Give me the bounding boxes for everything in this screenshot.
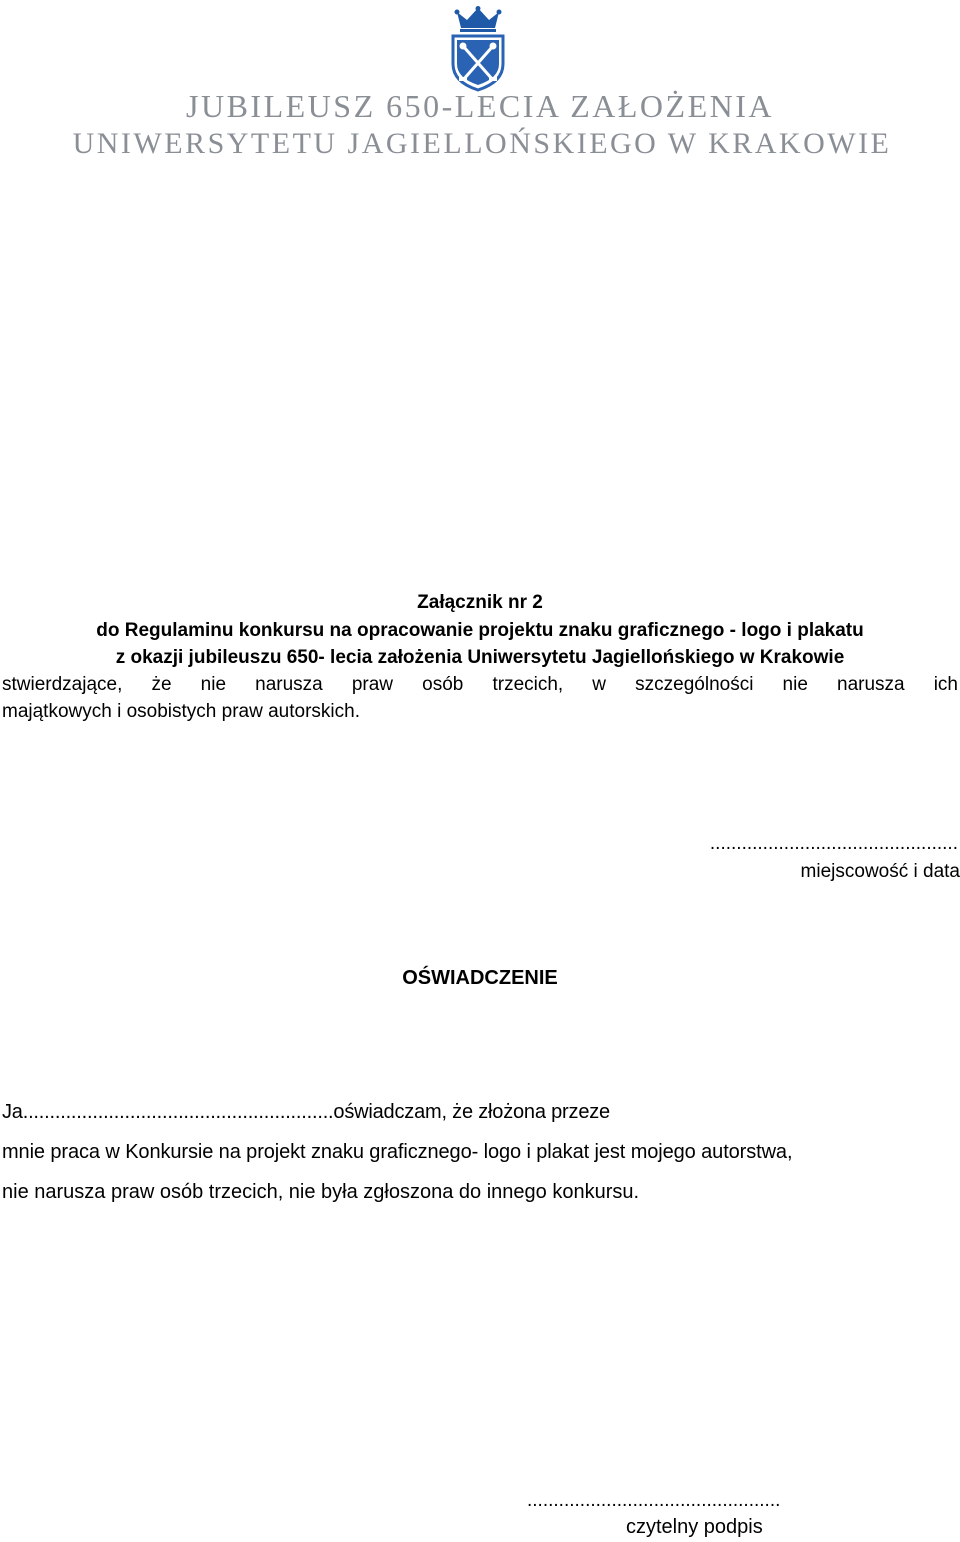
jubilee-logo <box>0 0 960 170</box>
statement-line-1: Ja..........................................................oświadczam, że złożona przeze <box>2 1101 610 1123</box>
signature-label: czytelny podpis <box>626 1516 763 1538</box>
signature-dots: ................................................ <box>527 1490 781 1511</box>
university-crest-icon <box>447 6 509 92</box>
statement-heading: OŚWIADCZENIE <box>402 967 558 989</box>
regulation-title: do Regulaminu konkursu na opracowanie projektu znaku graficznego - logo i plakatu <box>96 620 864 641</box>
place-date-dots: ............................................... <box>709 833 958 854</box>
intro-line-1: stwierdzające, że nie narusza praw osób trzecich, w szczególności nie narusza ich <box>2 674 958 695</box>
statement-line-3: nie narusza praw osób trzecich, nie była zgłoszona do innego konkursu. <box>2 1181 640 1203</box>
logo-text-line1: JUBILEUSZ 650-LECIA ZAŁOŻENIA <box>186 88 774 124</box>
logo-text-line2: UNIWERSYTETU JAGIELLOŃSKIEGO W KRAKOWIE <box>72 127 892 160</box>
occasion-title: z okazji jubileuszu 650- lecia założenia Uniwersytetu Jagiellońskiego w Krakowie <box>115 647 845 668</box>
statement-line-2: mnie praca w Konkursie na projekt znaku graficznego- logo i plakat jest mojego autorstwa, <box>2 1141 793 1163</box>
intro-line-2: majątkowych i osobistych praw autorskich. <box>2 701 360 722</box>
attachment-title: Załącznik nr 2 <box>417 592 543 613</box>
place-date-label: miejscowość i data <box>800 861 960 882</box>
